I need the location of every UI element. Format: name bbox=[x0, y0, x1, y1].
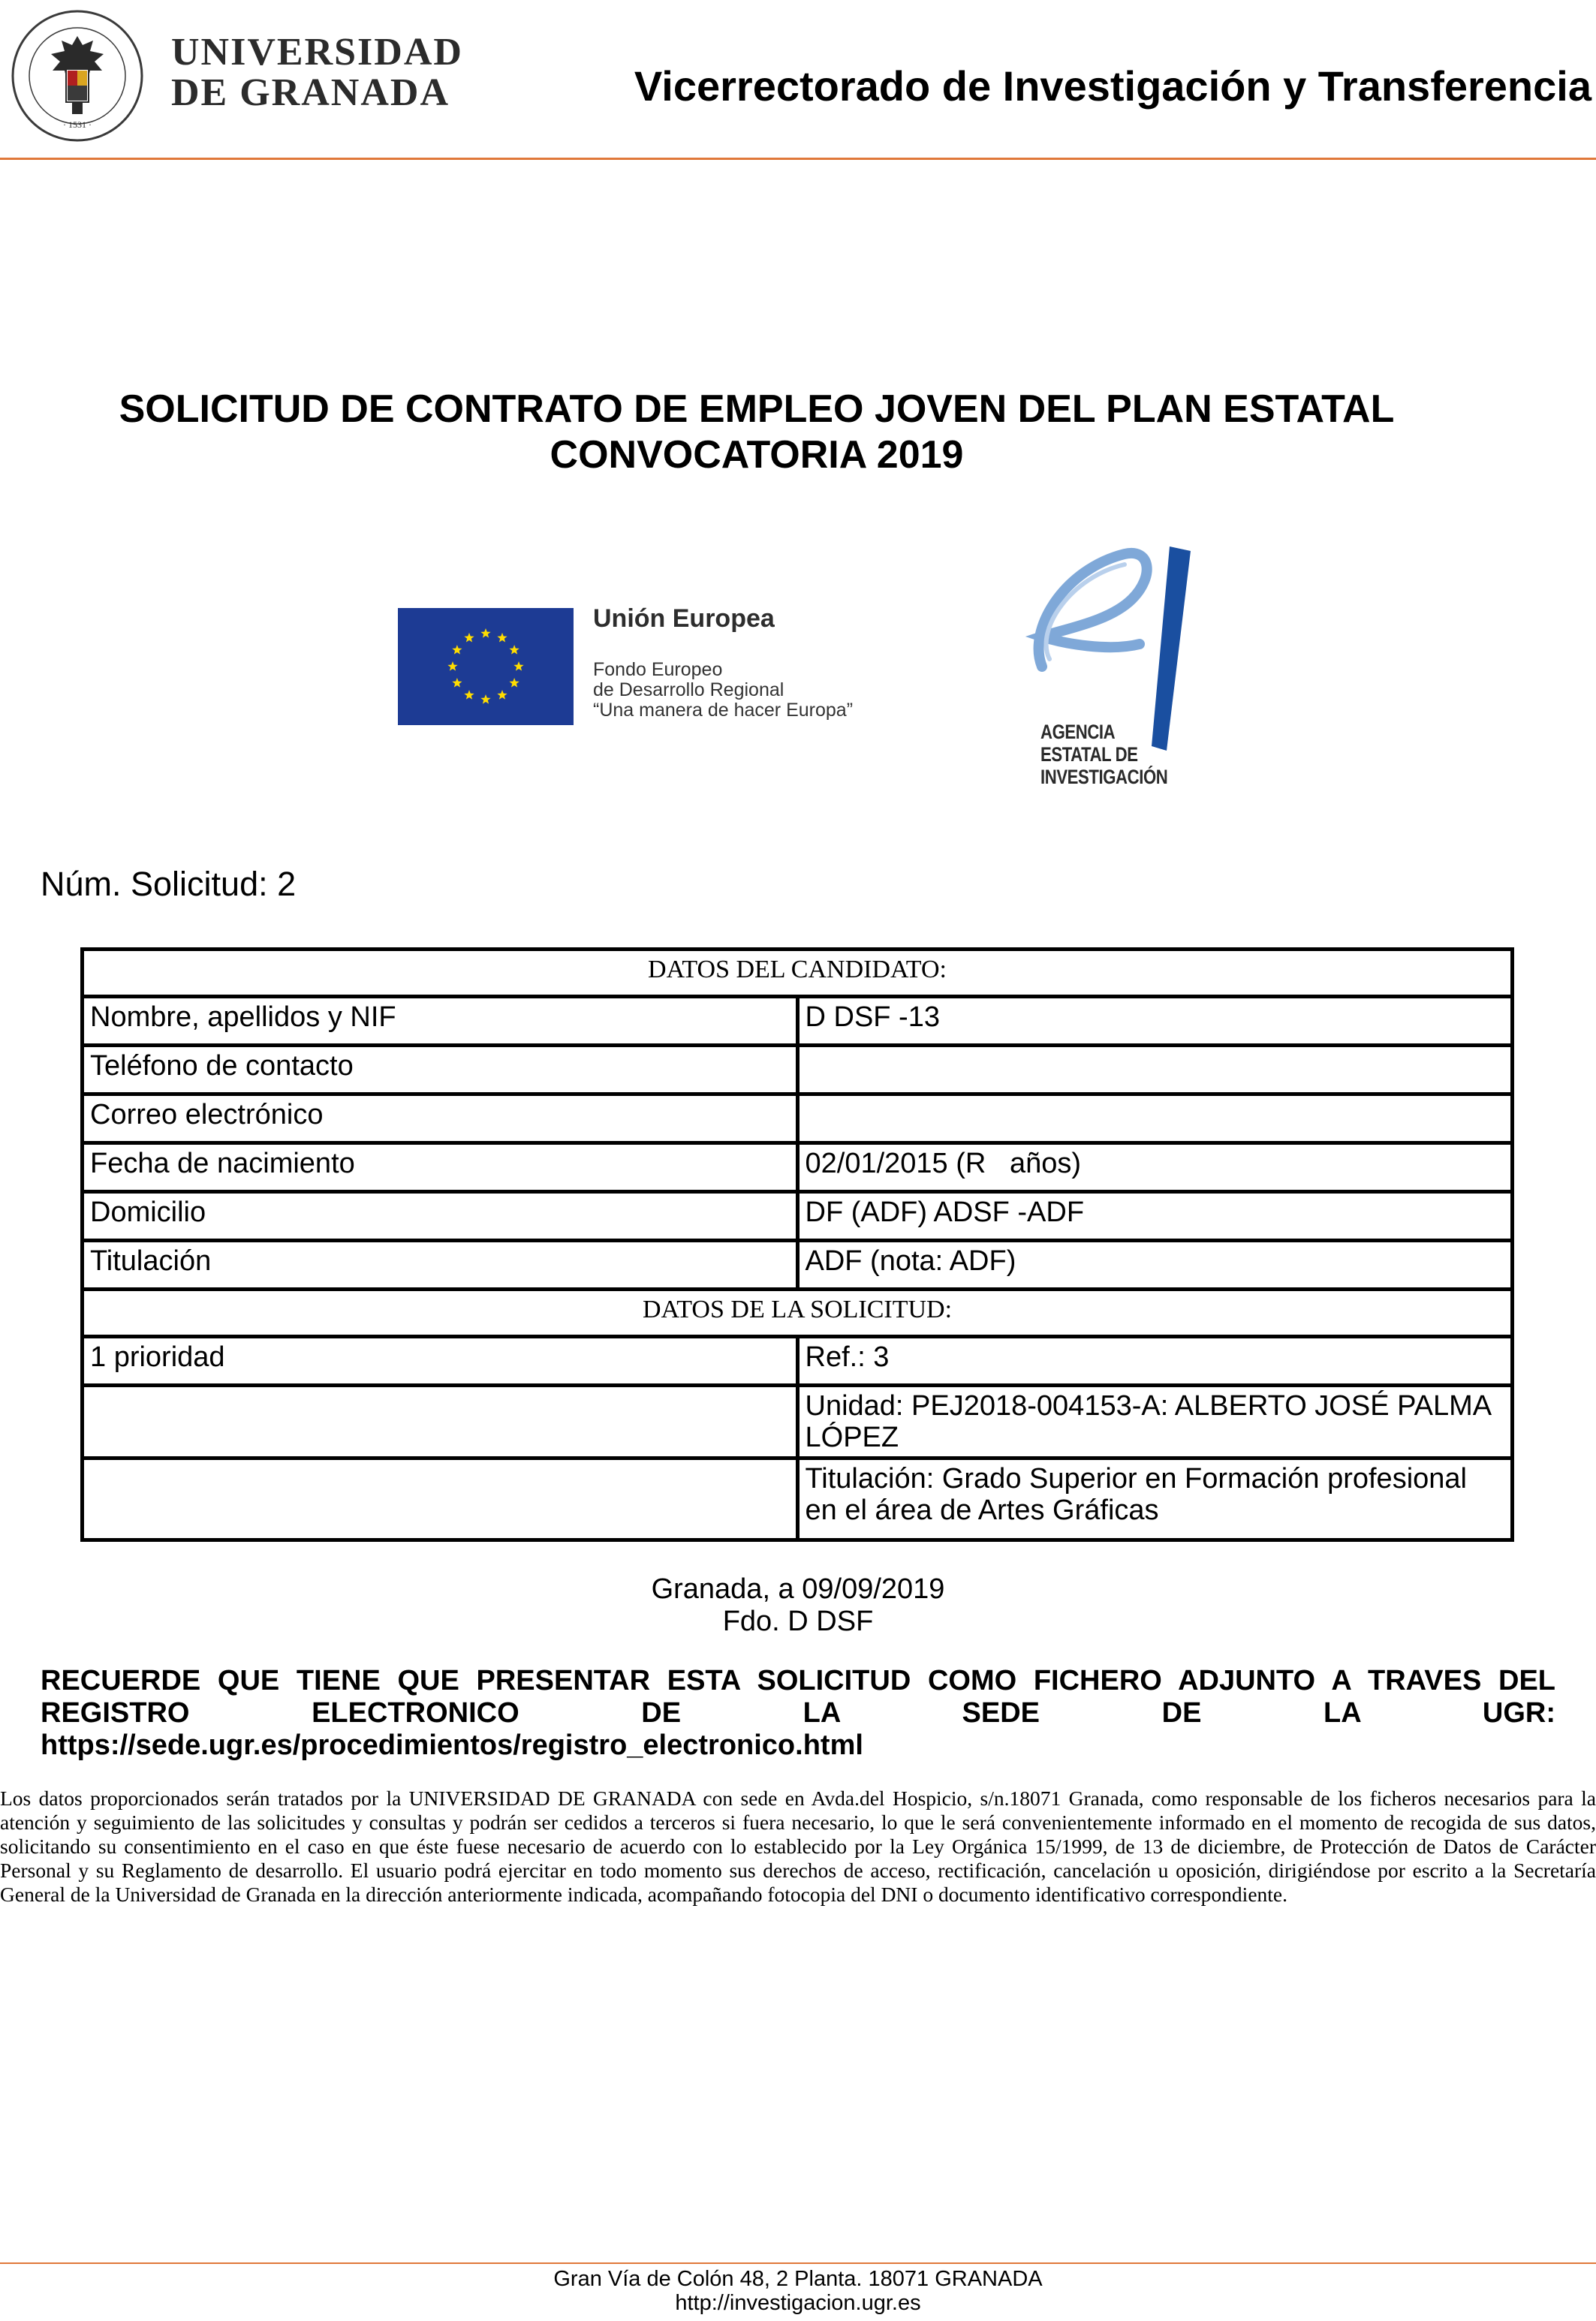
field-label-empty bbox=[83, 1459, 798, 1540]
request-section-header-row bbox=[83, 1290, 1513, 1337]
eu-logo-line1: Fondo Europeo bbox=[593, 659, 723, 680]
data-protection-notice: Los datos proporcionados serán tratados por la UNIVERSIDAD DE GRANADA con sede en Avda.del Hospicio, s/n.18071 Granada, como responsable de los ficheros necesarios para la atención y seguimiento de las solicitudes y consultas y podrán ser cedidos a terceros si fuera necesario, lo que le será convenientemente informado en el momento de recogida de sus datos, solicitando su consentimiento en el caso en que éste fuese necesario de acuerdo con lo establecido por la Ley Orgánica 15/1999, de 13 de diciembre, de Protección de Datos de Carácter Personal y su Reglamento de desarrollo. El usuario podrá ejercitar en todo momento sus derechos de acceso, rectificación, cancelación u oposición, dirigiéndose por escrito a la Secretaría General de la Universidad de Granada en la dirección anteriormente indicada, acompañando fotocopia del DNI o documento identificativo correspondiente. bbox=[0, 1787, 1596, 1906]
table-row bbox=[83, 1337, 1513, 1386]
svg-text:· 1531 ·: · 1531 · bbox=[63, 119, 92, 130]
request-section-header: DATOS DE LA SOLICITUD: bbox=[83, 1290, 1513, 1337]
field-label-phone: Teléfono de contacto bbox=[83, 1046, 798, 1094]
field-value-birthdate: 02/01/2015 (R años) bbox=[797, 1143, 1513, 1192]
table-row bbox=[83, 1386, 1513, 1459]
place-and-date: Granada, a 09/09/2019 bbox=[651, 1573, 945, 1605]
field-value-address: DF (ADF) ADSF -ADF bbox=[797, 1192, 1513, 1241]
submission-notice: RECUERDE QUE TIENE QUE PRESENTAR ESTA SOLICITUD COMO FICHERO ADJUNTO A TRAVES DEL REGISTRO ELECTRONICO DE LA SEDE DE LA UGR: bbox=[41, 1665, 1555, 1729]
field-label-priority: 1 prioridad bbox=[83, 1337, 798, 1386]
footer-website-link[interactable]: http://investigacion.ugr.es bbox=[675, 2291, 921, 2315]
footer-address: Gran Vía de Colón 48, 2 Planta. 18071 GRANADA bbox=[553, 2267, 1043, 2291]
eu-logo-line3: “Una manera de hacer Europa” bbox=[593, 700, 854, 721]
aei-logo-line2: ESTATAL DE bbox=[1040, 743, 1138, 766]
table-row bbox=[83, 1094, 1513, 1143]
field-label-email: Correo electrónico bbox=[83, 1094, 798, 1143]
table-row bbox=[83, 997, 1513, 1046]
footer-divider bbox=[0, 2262, 1596, 2264]
solicitud-number: Núm. Solicitud: 2 bbox=[41, 865, 297, 903]
field-value-qualification: Titulación: Grado Superior en Formación profesional en el área de Artes Gráficas bbox=[797, 1459, 1513, 1540]
field-label-empty bbox=[83, 1386, 798, 1459]
eu-logo-line2: de Desarrollo Regional bbox=[593, 679, 784, 700]
candidate-section-header-row bbox=[83, 950, 1513, 997]
field-label-address: Domicilio bbox=[83, 1192, 798, 1241]
department-title: Vicerrectorado de Investigación y Transferencia bbox=[634, 62, 1591, 110]
field-value-degree: ADF (nota: ADF) bbox=[797, 1241, 1513, 1290]
eu-flag-icon bbox=[398, 608, 574, 725]
aei-logo-line3: INVESTIGACIÓN bbox=[1040, 766, 1168, 788]
eu-logo-title: Unión Europea bbox=[593, 604, 775, 633]
table-row bbox=[83, 1459, 1513, 1540]
field-label-degree: Titulación bbox=[83, 1241, 798, 1290]
university-seal-logo bbox=[9, 8, 146, 144]
signed-by: Fdo. D DSF bbox=[722, 1606, 874, 1637]
university-name-line1: UNIVERSIDAD bbox=[171, 31, 463, 74]
field-value-name: D DSF -13 bbox=[797, 997, 1513, 1046]
aei-logo-line1: AGENCIA bbox=[1040, 721, 1116, 743]
table-row bbox=[83, 1046, 1513, 1094]
field-label-birthdate: Fecha de nacimiento bbox=[83, 1143, 798, 1192]
field-value-phone bbox=[797, 1046, 1513, 1094]
university-name-line2: DE GRANADA bbox=[171, 71, 450, 114]
header-divider bbox=[0, 158, 1596, 160]
table-row bbox=[83, 1192, 1513, 1241]
candidate-section-header: DATOS DEL CANDIDATO: bbox=[83, 950, 1513, 997]
document-subtitle: CONVOCATORIA 2019 bbox=[550, 433, 964, 477]
registry-link[interactable]: https://sede.ugr.es/procedimientos/registro_electronico.html bbox=[41, 1729, 863, 1761]
application-data-table bbox=[80, 947, 1514, 1542]
field-value-email bbox=[797, 1094, 1513, 1143]
table-row bbox=[83, 1143, 1513, 1192]
document-title: SOLICITUD DE CONTRATO DE EMPLEO JOVEN DEL PLAN ESTATAL bbox=[119, 387, 1395, 431]
field-label-name: Nombre, apellidos y NIF bbox=[83, 997, 798, 1046]
table-row bbox=[83, 1241, 1513, 1290]
field-value-reference: Ref.: 3 bbox=[797, 1337, 1513, 1386]
field-value-unit: Unidad: PEJ2018-004153-A: ALBERTO JOSÉ PALMA LÓPEZ bbox=[797, 1386, 1513, 1459]
